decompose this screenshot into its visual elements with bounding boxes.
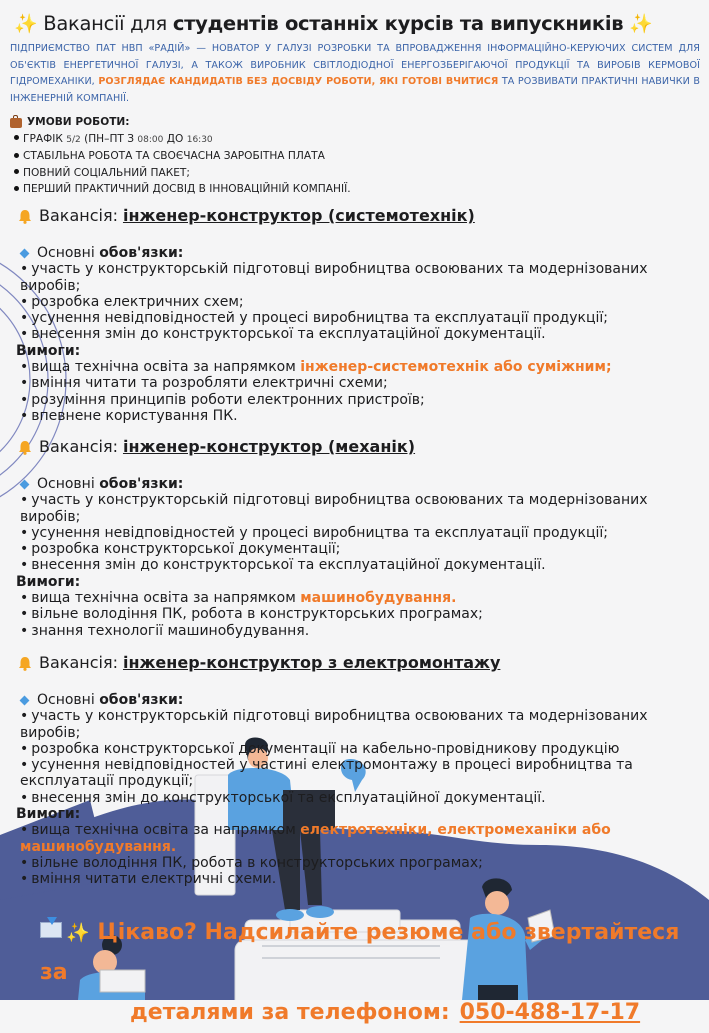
condition-item: СТАБІЛЬНА РОБОТА ТА СВОЄЧАСНА ЗАРОБІТНА ПЛАТА <box>10 148 351 165</box>
diamond-icon <box>20 479 30 489</box>
vacancy-name: інженер-конструктор (системотехнік) <box>122 206 475 225</box>
company-intro <box>10 41 700 107</box>
vacancy-title: Вакансія: інженер-конструктор (системотехнік) <box>18 205 708 227</box>
vacancy-name: інженер-конструктор (механік) <box>122 437 416 456</box>
bullet-dot <box>14 169 19 174</box>
responsibility-item: • усунення невідповідностей у частині електромонтажу в процесі виробництва та експлуатації продукції; <box>20 757 633 790</box>
bell-icon <box>18 209 32 224</box>
responsibility-item: • усунення невідповідностей у процесі виробництва та експлуатації продукції; <box>20 310 608 327</box>
diamond-icon <box>20 695 30 705</box>
requirement-item: • вміння читати та розробляти електричні схеми; <box>20 375 388 392</box>
intro-highlight: РОЗГЛЯДАЄ КАНДИДАТІВ БЕЗ ДОСВІДУ РОБОТИ, ЯКІ ГОТОВІ ВЧИТИСЯ <box>98 76 499 87</box>
responsibility-item: • участь у конструкторській підготовці виробництва освоюваних та модернізованих виробів; <box>20 492 648 525</box>
responsibility-item: • внесення змін до конструкторської та експлуатаційної документації. <box>20 557 546 574</box>
requirement-item: • вільне володіння ПК, робота в конструкторських програмах; <box>20 606 483 623</box>
title-bold: студентів останніх курсів та випускників <box>172 12 624 35</box>
bullet-dot <box>14 153 19 158</box>
requirement-item: • вища технічна освіта за напрямком машинобудування. <box>20 590 457 607</box>
condition-item: ПЕРШИЙ ПРАКТИЧНИЙ ДОСВІД В ІННОВАЦІЙНІЙ КОМПАНІЇ. <box>10 181 351 198</box>
condition-item: ГРАФІК 5/2 (ПН–ПТ З 08:00 ДО 16:30 <box>10 131 351 149</box>
vacancy-title: Вакансія: інженер-конструктор з електромонтажу <box>18 652 708 674</box>
intro-text: ПІДПРИЄМСТВО ПАТ НВП «РАДІЙ» — НОВАТОР У ГАЛУЗІ РОЗРОБКИ ТА ВПРОВАДЖЕННЯ ІНФОРМАЦІЙНО-КЕРУЮЧИХ СИСТЕМ ДЛЯ ОБ'ЄКТІВ ЕНЕРГЕТИЧНОЇ ГАЛУЗІ, А ТАКОЖ ВИРОБНИК СВІТЛОДІОДНОЇ ЕНЕРГОЗБЕРІГАЮЧОЇ ПРОДУКЦІЇ ТА ВИРОБІВ КЕРМОВОЇ ГІДРОМЕХАНІКИ, <box>10 43 700 87</box>
requirements-heading: Вимоги: <box>16 806 81 823</box>
vacancy-block <box>18 652 708 888</box>
responsibilities-heading: Основні обов'язки: <box>18 245 708 261</box>
responsibility-item: • усунення невідповідностей у процесі виробництва та експлуатації продукції; <box>20 524 608 541</box>
responsibility-item: • внесення змін до конструкторської та експлуатаційної документації. <box>20 326 546 343</box>
bullet-dot <box>14 135 19 140</box>
responsibility-item: • розробка конструкторської документації на кабельно-провідникову продукцію <box>20 740 620 757</box>
requirement-highlight: електротехніки, електромеханіки або машинобудування. <box>20 822 611 855</box>
vacancy-block <box>18 205 708 424</box>
title-prefix: Вакансії для <box>43 12 173 35</box>
responsibility-item: • внесення змін до конструкторської та експлуатаційної документації. <box>20 789 546 806</box>
requirements-heading: Вимоги: <box>16 573 81 590</box>
responsibility-item: • розробка електричних схем; <box>20 293 244 310</box>
bell-icon <box>18 440 32 455</box>
vacancy-title: Вакансія: інженер-конструктор (механік) <box>18 436 708 458</box>
envelope-icon <box>40 922 62 938</box>
responsibility-item: • розробка конструкторської документації; <box>20 541 341 558</box>
responsibility-item: • участь у конструкторській підготовці виробництва освоюваних та модернізованих виробів; <box>20 708 648 741</box>
sparkle-icon: ✨ <box>66 922 90 944</box>
requirements-heading: Вимоги: <box>16 342 81 359</box>
responsibilities-heading: Основні обов'язки: <box>18 692 708 708</box>
briefcase-icon <box>10 118 22 128</box>
sparkle-icon: ✨ <box>629 13 653 35</box>
responsibilities-heading: Основні обов'язки: <box>18 476 708 492</box>
phone-link[interactable]: 050-488-17-17 <box>459 1000 641 1025</box>
vacancy-name: інженер-конструктор з електромонтажу <box>122 653 501 672</box>
bell-icon <box>18 656 32 671</box>
vacancy-block <box>18 436 708 639</box>
work-conditions <box>10 114 351 198</box>
requirement-item: • розуміння принципів роботи електронних пристроїв; <box>20 391 425 408</box>
requirement-highlight: машинобудування. <box>300 590 457 607</box>
responsibility-item: • участь у конструкторській підготовці виробництва освоюваних та модернізованих виробів; <box>20 261 648 294</box>
conditions-heading: УМОВИ РОБОТИ: <box>10 114 351 131</box>
page-title <box>14 10 704 38</box>
requirement-item: • знання технології машинобудування. <box>20 622 310 639</box>
cta-line-1: ✨ Цікаво? Надсилайте резюме або звертайтеся за <box>40 920 680 985</box>
requirement-item: • вища технічна освіта за напрямком електротехніки, електромеханіки або машинобудування. <box>20 822 611 855</box>
intro-text-end: ТА РОЗВИВАТИ ПРАКТИЧНІ НАВИЧКИ В ІНЖЕНЕРНІЙ КОМПАНІЇ. <box>10 76 700 104</box>
sparkle-icon: ✨ <box>14 13 38 35</box>
call-to-action <box>40 913 705 1033</box>
requirement-item: • впевнене користування ПК. <box>20 407 238 424</box>
cta-line-2: деталями за телефоном: 050-488-17-17 <box>130 1000 641 1025</box>
requirement-highlight: інженер-системотехнік або суміжним; <box>300 359 612 376</box>
requirement-item: • вища технічна освіта за напрямком інженер-системотехнік або суміжним; <box>20 359 612 376</box>
requirement-item: • вільне володіння ПК, робота в конструкторських програмах; <box>20 854 483 871</box>
bullet-dot <box>14 186 19 191</box>
condition-item: ПОВНИЙ СОЦІАЛЬНИЙ ПАКЕТ; <box>10 165 351 182</box>
requirement-item: • вміння читати електричні схеми. <box>20 871 277 888</box>
diamond-icon <box>20 248 30 258</box>
